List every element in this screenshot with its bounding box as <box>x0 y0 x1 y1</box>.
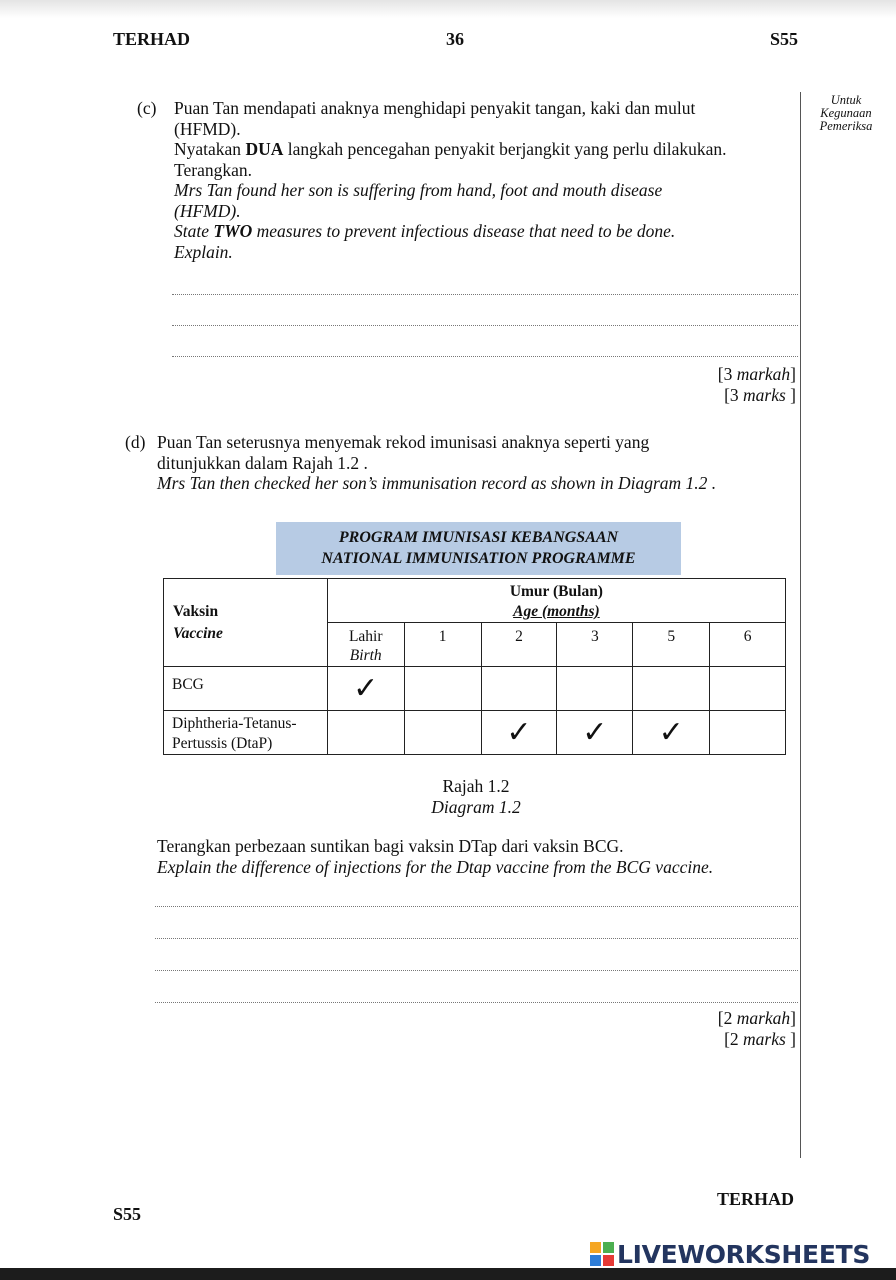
logo-square <box>590 1242 601 1253</box>
question-c-my-line4: Terangkan. <box>174 159 252 180</box>
marks-c-en <box>718 385 796 406</box>
empty-cell <box>327 711 404 755</box>
empty-cell <box>404 667 481 711</box>
month-6-cell <box>710 623 786 667</box>
text-run: [3 <box>717 364 737 384</box>
brand-text: LIVEWORKSHEETS <box>617 1239 871 1269</box>
immunisation-table <box>163 578 786 755</box>
table-header-row <box>164 579 786 623</box>
examiner-line1: Untuk <box>830 93 862 107</box>
age-header-my: Umur (Bulan) <box>509 583 603 600</box>
diagram-caption <box>376 776 576 818</box>
month-5-label: 5 <box>667 628 676 645</box>
logo-square <box>590 1255 601 1266</box>
logo-square <box>603 1255 614 1266</box>
question-d2-my: Terangkan perbezaan suntikan bagi vaksin DTap dari vaksin BCG. <box>157 836 624 856</box>
question-c-my-line3 <box>174 139 727 160</box>
question-c-text <box>174 98 727 262</box>
month-1-label: 1 <box>438 628 447 645</box>
check-mark-icon: ✓ <box>327 667 404 711</box>
liveworksheets-brand[interactable] <box>590 1240 870 1268</box>
month-2-label: 2 <box>515 628 523 645</box>
marks-d-en <box>718 1029 796 1050</box>
answer-line-d2[interactable] <box>155 938 798 939</box>
month-3-label: 3 <box>590 628 599 645</box>
month-2-cell <box>481 623 557 667</box>
month-birth-my: Lahir <box>348 628 383 645</box>
header-left: TERHAD <box>113 29 191 49</box>
examiner-line3: Pemeriksa <box>819 119 873 133</box>
answer-line-d4[interactable] <box>155 1002 798 1003</box>
empty-cell <box>710 667 786 711</box>
month-6-label: 6 <box>743 628 752 645</box>
question-d-label: (d) <box>125 432 146 452</box>
month-3-cell <box>557 623 633 667</box>
caption-my: Rajah 1.2 <box>442 776 510 796</box>
vaccine-header-my: Vaksin <box>173 603 219 620</box>
header-page-number: 36 <box>446 29 464 49</box>
marks-d-my <box>718 1008 796 1029</box>
month-1-cell <box>404 623 481 667</box>
vaccine-header-en: Vaccine <box>173 625 223 642</box>
text-run: [2 <box>724 1028 744 1049</box>
vaccine-name-line1: BCG <box>172 676 204 693</box>
question-c-en-line2: (HFMD). <box>174 200 241 221</box>
empty-cell <box>710 711 786 755</box>
text-run: marks <box>743 384 786 405</box>
answer-line-c3[interactable] <box>172 356 798 357</box>
text-run: ] <box>790 1008 796 1028</box>
empty-cell <box>557 667 633 711</box>
check-mark-icon: ✓ <box>557 711 633 755</box>
month-birth-en: Birth <box>349 647 382 664</box>
text-run: markah <box>736 1008 791 1028</box>
caption-en: Diagram 1.2 <box>431 797 521 817</box>
text-run: langkah pencegahan penyakit berjangkit yang perlu dilakukan. <box>283 139 727 159</box>
bottom-bar <box>0 1268 896 1280</box>
text-run: State <box>174 221 214 241</box>
question-d-text <box>157 432 716 494</box>
emphasis-two: TWO <box>213 221 253 241</box>
text-run: marks <box>743 1028 786 1049</box>
age-header-cell <box>327 579 785 623</box>
text-run: measures to prevent infectious disease that need to be done. <box>252 221 676 241</box>
examiner-column-divider <box>800 92 801 1158</box>
question-d2-en: Explain the difference of injections for the Dtap vaccine from the BCG vaccine. <box>157 856 714 877</box>
vaccine-header-cell <box>164 579 328 667</box>
question-c-label: (c) <box>137 98 157 118</box>
question-d-my-line1: Puan Tan seterusnya menyemak rekod imunisasi anaknya seperti yang <box>157 432 650 452</box>
answer-line-c2[interactable] <box>172 325 798 326</box>
table-row-bcg <box>164 667 786 711</box>
question-c-en-line1: Mrs Tan found her son is suffering from hand, foot and mouth disease <box>174 180 663 200</box>
text-run: markah <box>736 364 791 384</box>
banner-line2: NATIONAL IMMUNISATION PROGRAMME <box>321 550 636 567</box>
examiner-line2: Kegunaan <box>820 106 872 120</box>
month-birth-cell <box>327 623 404 667</box>
text-run: Nyatakan <box>174 139 246 159</box>
vaccine-name-bcg <box>164 667 328 711</box>
question-d2-text <box>157 836 713 877</box>
question-c-my-line1: Puan Tan mendapati anaknya menghidapi penyakit tangan, kaki dan mulut <box>174 98 696 118</box>
table-row-dtap <box>164 711 786 755</box>
logo-square <box>603 1242 614 1253</box>
answer-line-d1[interactable] <box>155 906 798 907</box>
text-run: [3 <box>724 384 744 405</box>
text-run: [2 <box>717 1008 737 1028</box>
question-c-en-line3 <box>174 221 727 242</box>
immunisation-banner <box>276 522 681 575</box>
marks-d <box>718 1008 796 1049</box>
marks-c-my <box>718 364 796 385</box>
answer-line-d3[interactable] <box>155 970 798 971</box>
top-shadow <box>0 0 896 18</box>
text-run: ] <box>785 384 796 405</box>
question-d-en-line1: Mrs Tan then checked her son’s immunisation record as shown in Diagram 1.2 . <box>157 473 717 493</box>
vaccine-name-line1: Diphtheria-Tetanus- <box>172 715 297 732</box>
question-d-my-line2: ditunjukkan dalam Rajah 1.2 . <box>157 452 368 473</box>
question-c-my-line2: (HFMD). <box>174 118 241 139</box>
examiner-box <box>806 94 886 133</box>
footer-left: S55 <box>113 1204 142 1224</box>
age-header-en: Age (months) <box>513 603 600 620</box>
month-5-cell <box>633 623 710 667</box>
check-mark-icon: ✓ <box>481 711 557 755</box>
vaccine-name-line2: Pertussis (DtaP) <box>172 735 273 752</box>
empty-cell <box>633 667 710 711</box>
marks-c <box>718 364 796 405</box>
text-run: ] <box>785 1028 796 1049</box>
text-run: ] <box>790 364 796 384</box>
brand-logo-icon <box>590 1242 614 1266</box>
check-mark-icon: ✓ <box>633 711 710 755</box>
empty-cell <box>481 667 557 711</box>
vaccine-name-dtap <box>164 711 328 755</box>
emphasis-dua: DUA <box>245 139 284 159</box>
question-c-en-line4: Explain. <box>174 241 233 262</box>
header-right: S55 <box>770 29 799 49</box>
answer-line-c1[interactable] <box>172 294 798 295</box>
empty-cell <box>404 711 481 755</box>
banner-line1: PROGRAM IMUNISASI KEBANGSAAN <box>338 529 619 546</box>
footer-right: TERHAD <box>717 1189 795 1209</box>
